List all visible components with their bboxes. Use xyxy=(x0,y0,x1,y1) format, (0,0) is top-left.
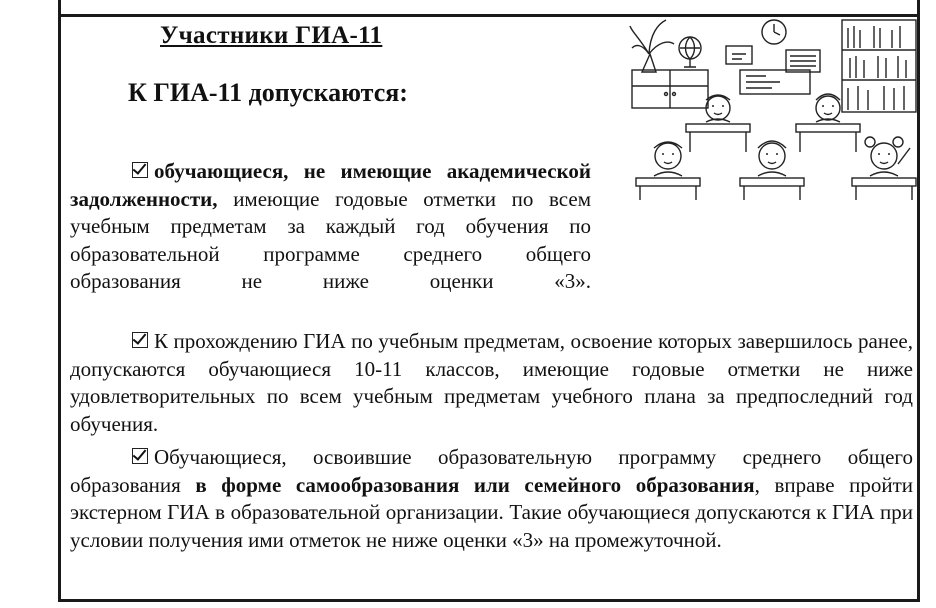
clock-icon xyxy=(762,20,786,44)
checkbox-checked-icon xyxy=(132,448,148,464)
paragraph-3 xyxy=(70,444,913,554)
desk-back-right xyxy=(796,124,860,152)
frame-edge-right xyxy=(917,0,920,14)
checkbox-checked-icon xyxy=(132,162,148,178)
desk-back-left xyxy=(686,124,750,152)
para1-text: имеющие годовые отметки по всем учебным предметам за каждый год обучения по образовательной программе среднего общего образования не ниже оценки «3». xyxy=(70,186,591,293)
page-subtitle: К ГИА-11 допускаются: xyxy=(128,78,408,107)
child-icon xyxy=(816,94,840,122)
child-icon xyxy=(706,95,730,122)
paragraph-2 xyxy=(70,328,913,438)
classroom-illustration xyxy=(628,14,918,202)
checkbox-checked-icon xyxy=(132,332,148,348)
desk-front-mid xyxy=(740,178,804,200)
page-title: Участники ГИА-11 xyxy=(160,22,383,49)
para3-bold: в форме самообразования или семейного образования xyxy=(195,472,755,497)
paragraph-1 xyxy=(70,158,591,296)
para1-bold: обучающиеся, не имеющие академической задолженности, xyxy=(70,159,591,211)
cabinet xyxy=(632,70,708,108)
plant-icon xyxy=(630,20,674,72)
frame-edge-left xyxy=(58,0,61,14)
para3-start: Обучающиеся, освоившие образовательную программу среднего общего образования xyxy=(70,445,913,497)
child-icon xyxy=(654,142,682,176)
child-icon xyxy=(865,137,910,176)
globe-icon xyxy=(679,37,701,67)
para2-text: К прохождению ГИА по учебным предметам, освоение которых завершилось ранее, допускаются обучающиеся 10-11 классов, имеющие годовые отметки не ниже удовлетворительных по всем учебным предметам учебного плана за предпоследний год обучения. xyxy=(70,329,913,436)
desk-front-left xyxy=(636,178,700,200)
bookshelf xyxy=(842,20,916,112)
para3-end: , вправе пройти экстерном ГИА в образовательной организации. Такие обучающиеся допускаются к ГИА при условии получения ими отметок не ниже оценки «3» на промежуточной. xyxy=(70,472,913,552)
child-icon xyxy=(758,141,786,176)
desk-front-right xyxy=(852,178,916,200)
